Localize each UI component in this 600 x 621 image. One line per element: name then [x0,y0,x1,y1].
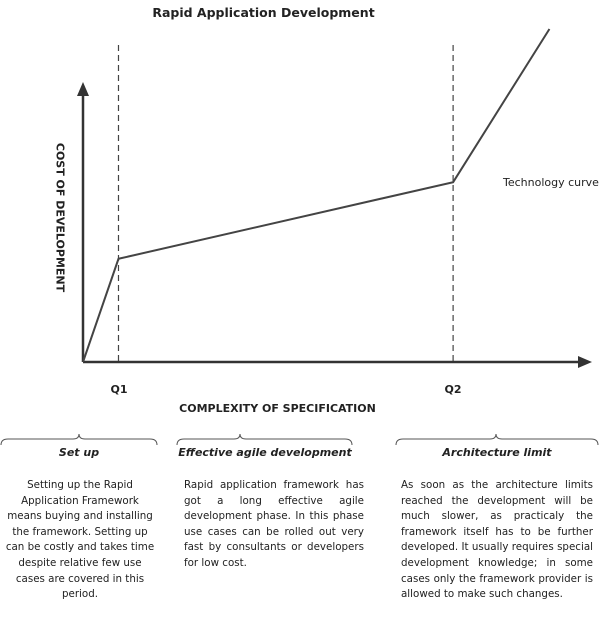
y-axis-label: COST OF DEVELOPMENT [53,142,67,293]
brace-architecture-limit [396,434,598,445]
marker-label-q2: Q2 [444,383,462,396]
chart-title: Rapid Application Development [152,5,375,20]
x-axis-label: COMPLEXITY OF SPECIFICATION [179,402,376,415]
marker-label-q1: Q1 [110,383,128,396]
phase-title-architecture-limit: Architecture limit [442,446,552,459]
y-axis-arrow-icon [77,82,89,96]
x-axis-arrow-icon [578,356,592,368]
phase-text-set-up: Setting up the Rapid Application Framework means buying and installing the framework. Setting up can be costly and takes time despite relative few use cases are covered in this period. [5,479,155,601]
phase-title-set-up: Set up [58,446,100,459]
brace-effective-agile [177,434,352,445]
phase-title-effective-agile: Effective agile development [178,446,352,459]
phase-text-architecture-limit: As soon as the architecture limits reached the development will be much slower, as practicaly the framework itself has to be further developed. It usually requires special development knowledge; in some cases only the framework provider is allowed to make such changes. [401,479,593,601]
phase-text-effective-agile: Rapid application framework has got a long effective agile development phase. In this phase use cases can be rolled out very fast by consultants or developers for low cost. [184,479,364,569]
brace-set-up [1,434,157,445]
technology-curve-line [83,29,549,362]
series-label: Technology curve [503,176,599,189]
